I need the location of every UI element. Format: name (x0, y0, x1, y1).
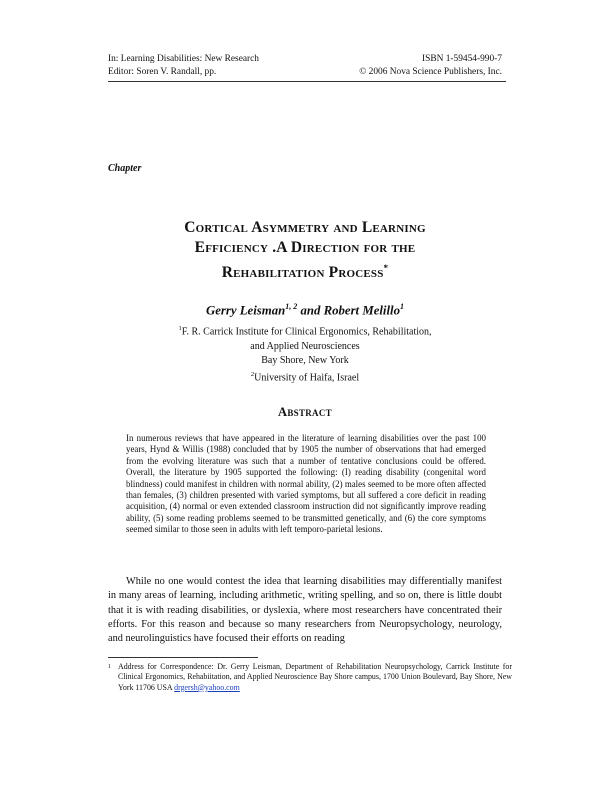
header-book-title: In: Learning Disabilities: New Research (108, 54, 259, 64)
header-row-2 (108, 66, 502, 79)
affiliation-1-line-2: and Applied Neurosciences (250, 340, 360, 352)
affiliation-1-line-3: Bay Shore, New York (261, 354, 349, 366)
footnote (108, 662, 512, 693)
affiliation-1-text: F. R. Carrick Institute for Clinical Ergonomics, Rehabilitation, (181, 326, 432, 338)
author-1-affiliation-marker: 1, 2 (285, 302, 298, 311)
affiliation-2-marker: 2 (250, 370, 255, 378)
affiliation-2-line (108, 368, 502, 386)
affiliation-1-line-1 (108, 322, 502, 340)
header-divider (108, 81, 506, 82)
body-paragraph: While no one would contest the idea that learning disabilities may differentially manifest in many areas of learning, including arithmetic, writing spelling, and so on, there is little doubt that it is with reading disabilities, or dyslexia, where most researchers have concentrated their efforts. For this reason and because so many researchers from Neuropsychology, neurology, and neurolinguistics have focused their efforts on reading (108, 576, 502, 645)
chapter-title (108, 218, 502, 283)
title-line-1: Cortical Asymmetry and Learning (184, 219, 426, 236)
title-line-3-text: Rehabilitation Process (221, 264, 384, 282)
abstract-heading: Abstract (278, 405, 332, 419)
header-row-1 (108, 53, 502, 66)
footnote-divider (108, 657, 258, 658)
title-line-3 (108, 258, 502, 283)
footnote-email-link[interactable]: drgersh@yahoo.com (174, 682, 240, 692)
footnote-text: Address for Correspondence: Dr. Gerry Leisman, Department of Rehabilitation Neuropsychology, Carrick Institute for Clinical Ergonomics, Rehabiitation, and Applied Neuroscience Bay Shore campus, 1700 Union Boulevard, Bay Shore, New York 11706 USA (118, 662, 512, 692)
footnote-marker: 1 (108, 664, 111, 670)
chapter-label: Chapter (108, 163, 142, 174)
abstract-text: In numerous reviews that have appeared in the literature of learning disabilities over the past 100 years, Hynd & Willis (1988) concluded that by 1905 the number of observations that had emerged from the evolving literature was such that a number of tentative conclusions could be offered. Overall, the literature by 1905 supported the following: (I) reading disability (congenital word blindness) could manifest in children with normal ability, (2) males seemed to be more often affected than females, (3) children presented with varied symptoms, but all suffered a core deficit in reading acquisition, (4) normal or even extended classroom instruction did not significantly improve reading ability, (5) some reading problems seemed to be transmitted genetically, and (6) the core symptoms seemed similar to those seen in adults with left temporo-parietal lesions. (126, 433, 486, 535)
running-header (108, 53, 502, 79)
header-copyright: © 2006 Nova Science Publishers, Inc. (359, 67, 502, 77)
header-editor: Editor: Soren V. Randall, pp. (108, 67, 217, 77)
affiliations (108, 322, 502, 385)
affiliation-1-marker: 1 (178, 325, 182, 332)
author-1-name: Gerry Leisman (205, 303, 286, 318)
header-isbn: ISBN 1-59454-990-7 (422, 54, 502, 64)
author-2-name: and Robert Melillo (300, 303, 400, 318)
author-line (108, 302, 502, 318)
affiliation-2-text: University of Haifa, Israel (254, 372, 360, 384)
title-footnote-marker: * (383, 263, 389, 273)
title-line-2: Efficiency .A Direction for the (194, 239, 416, 256)
author-2-affiliation-marker: 1 (400, 302, 404, 311)
